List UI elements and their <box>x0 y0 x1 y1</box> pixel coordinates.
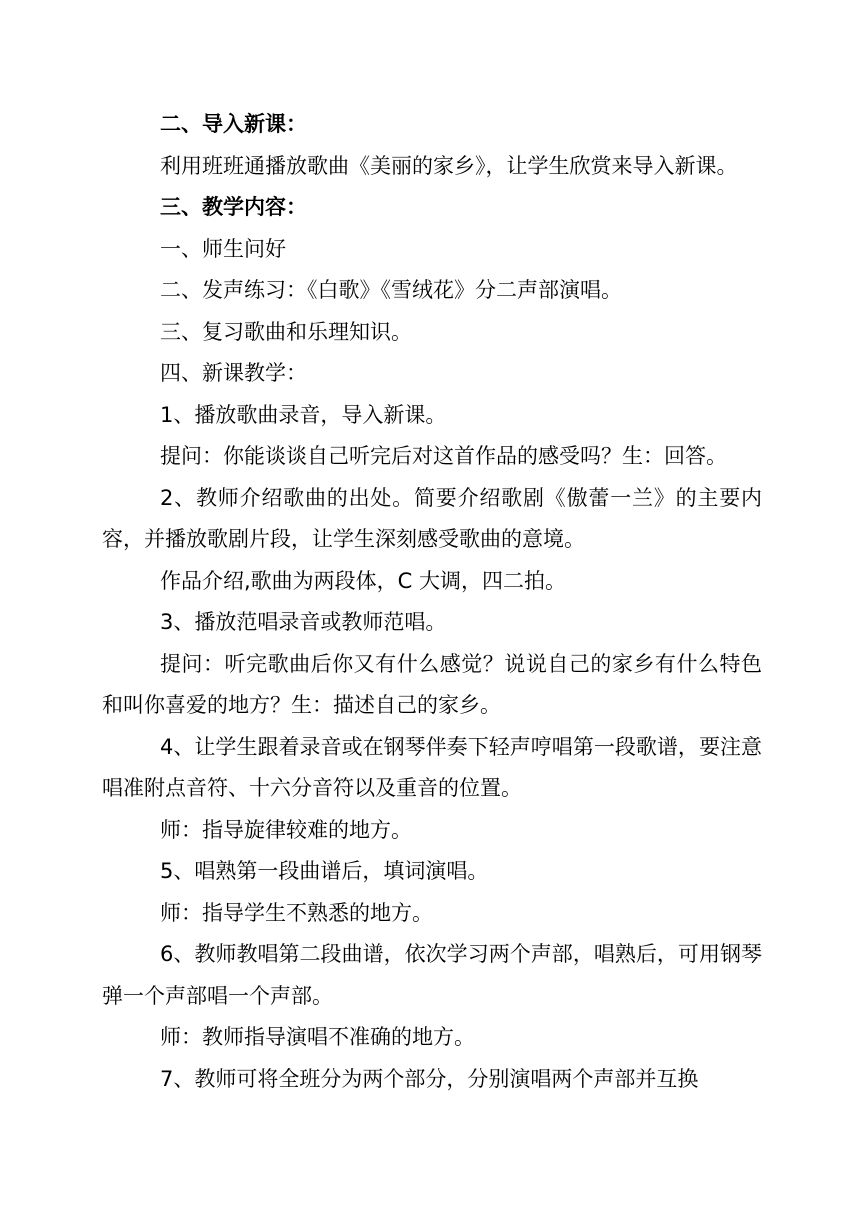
paragraph: 6、教师教唱第二段曲谱，依次学习两个声部，唱熟后，可用钢琴弹一个声部唱一个声部。 <box>102 942 762 1008</box>
paragraph: 作品介绍,歌曲为两段体，C 大调，四二拍。 <box>160 568 567 593</box>
paragraph: 师：指导旋律较难的地方。 <box>160 817 412 842</box>
paragraph: 提问：你能谈谈自己听完后对这首作品的感受吗？生：回答。 <box>160 444 727 468</box>
section-heading-intro: 二、导入新课： <box>160 112 307 136</box>
paragraph: 5、唱熟第一段曲谱后，填词演唱。 <box>160 859 489 883</box>
paragraph: 师：指导学生不熟悉的地方。 <box>160 900 433 925</box>
paragraph: 3、播放范唱录音或教师范唱。 <box>160 610 447 634</box>
paragraph: 7、教师可将全班分为两个部分，分别演唱两个声部并互换 <box>160 1066 699 1091</box>
paragraph: 师：教师指导演唱不准确的地方。 <box>160 1025 475 1049</box>
document-body <box>102 104 762 1100</box>
paragraph: 利用班班通播放歌曲《美丽的家乡》，让学生欣赏来导入新课。 <box>160 153 738 178</box>
paragraph: 四、新课教学： <box>160 361 307 385</box>
paragraph: 一、师生问好 <box>160 236 286 261</box>
paragraph: 提问：听完歌曲后你又有什么感觉？说说自己的家乡有什么特色和叫你喜爱的地方？生：描述自己的家乡。 <box>102 651 762 717</box>
paragraph: 1、播放歌曲录音，导入新课。 <box>160 402 447 427</box>
paragraph: 三、复习歌曲和乐理知识。 <box>160 319 412 344</box>
paragraph: 二、发声练习：《白歌》《雪绒花》分二声部演唱。 <box>160 278 622 302</box>
paragraph: 2、教师介绍歌曲的出处。简要介绍歌剧《傲蕾一兰》的主要内容，并播放歌剧片段，让学生深刻感受歌曲的意境。 <box>102 485 762 551</box>
section-heading-content: 三、教学内容： <box>160 195 307 219</box>
paragraph: 4、让学生跟着录音或在钢琴伴奏下轻声哼唱第一段歌谱，要注意唱准附点音符、十六分音符以及重音的位置。 <box>102 734 762 800</box>
